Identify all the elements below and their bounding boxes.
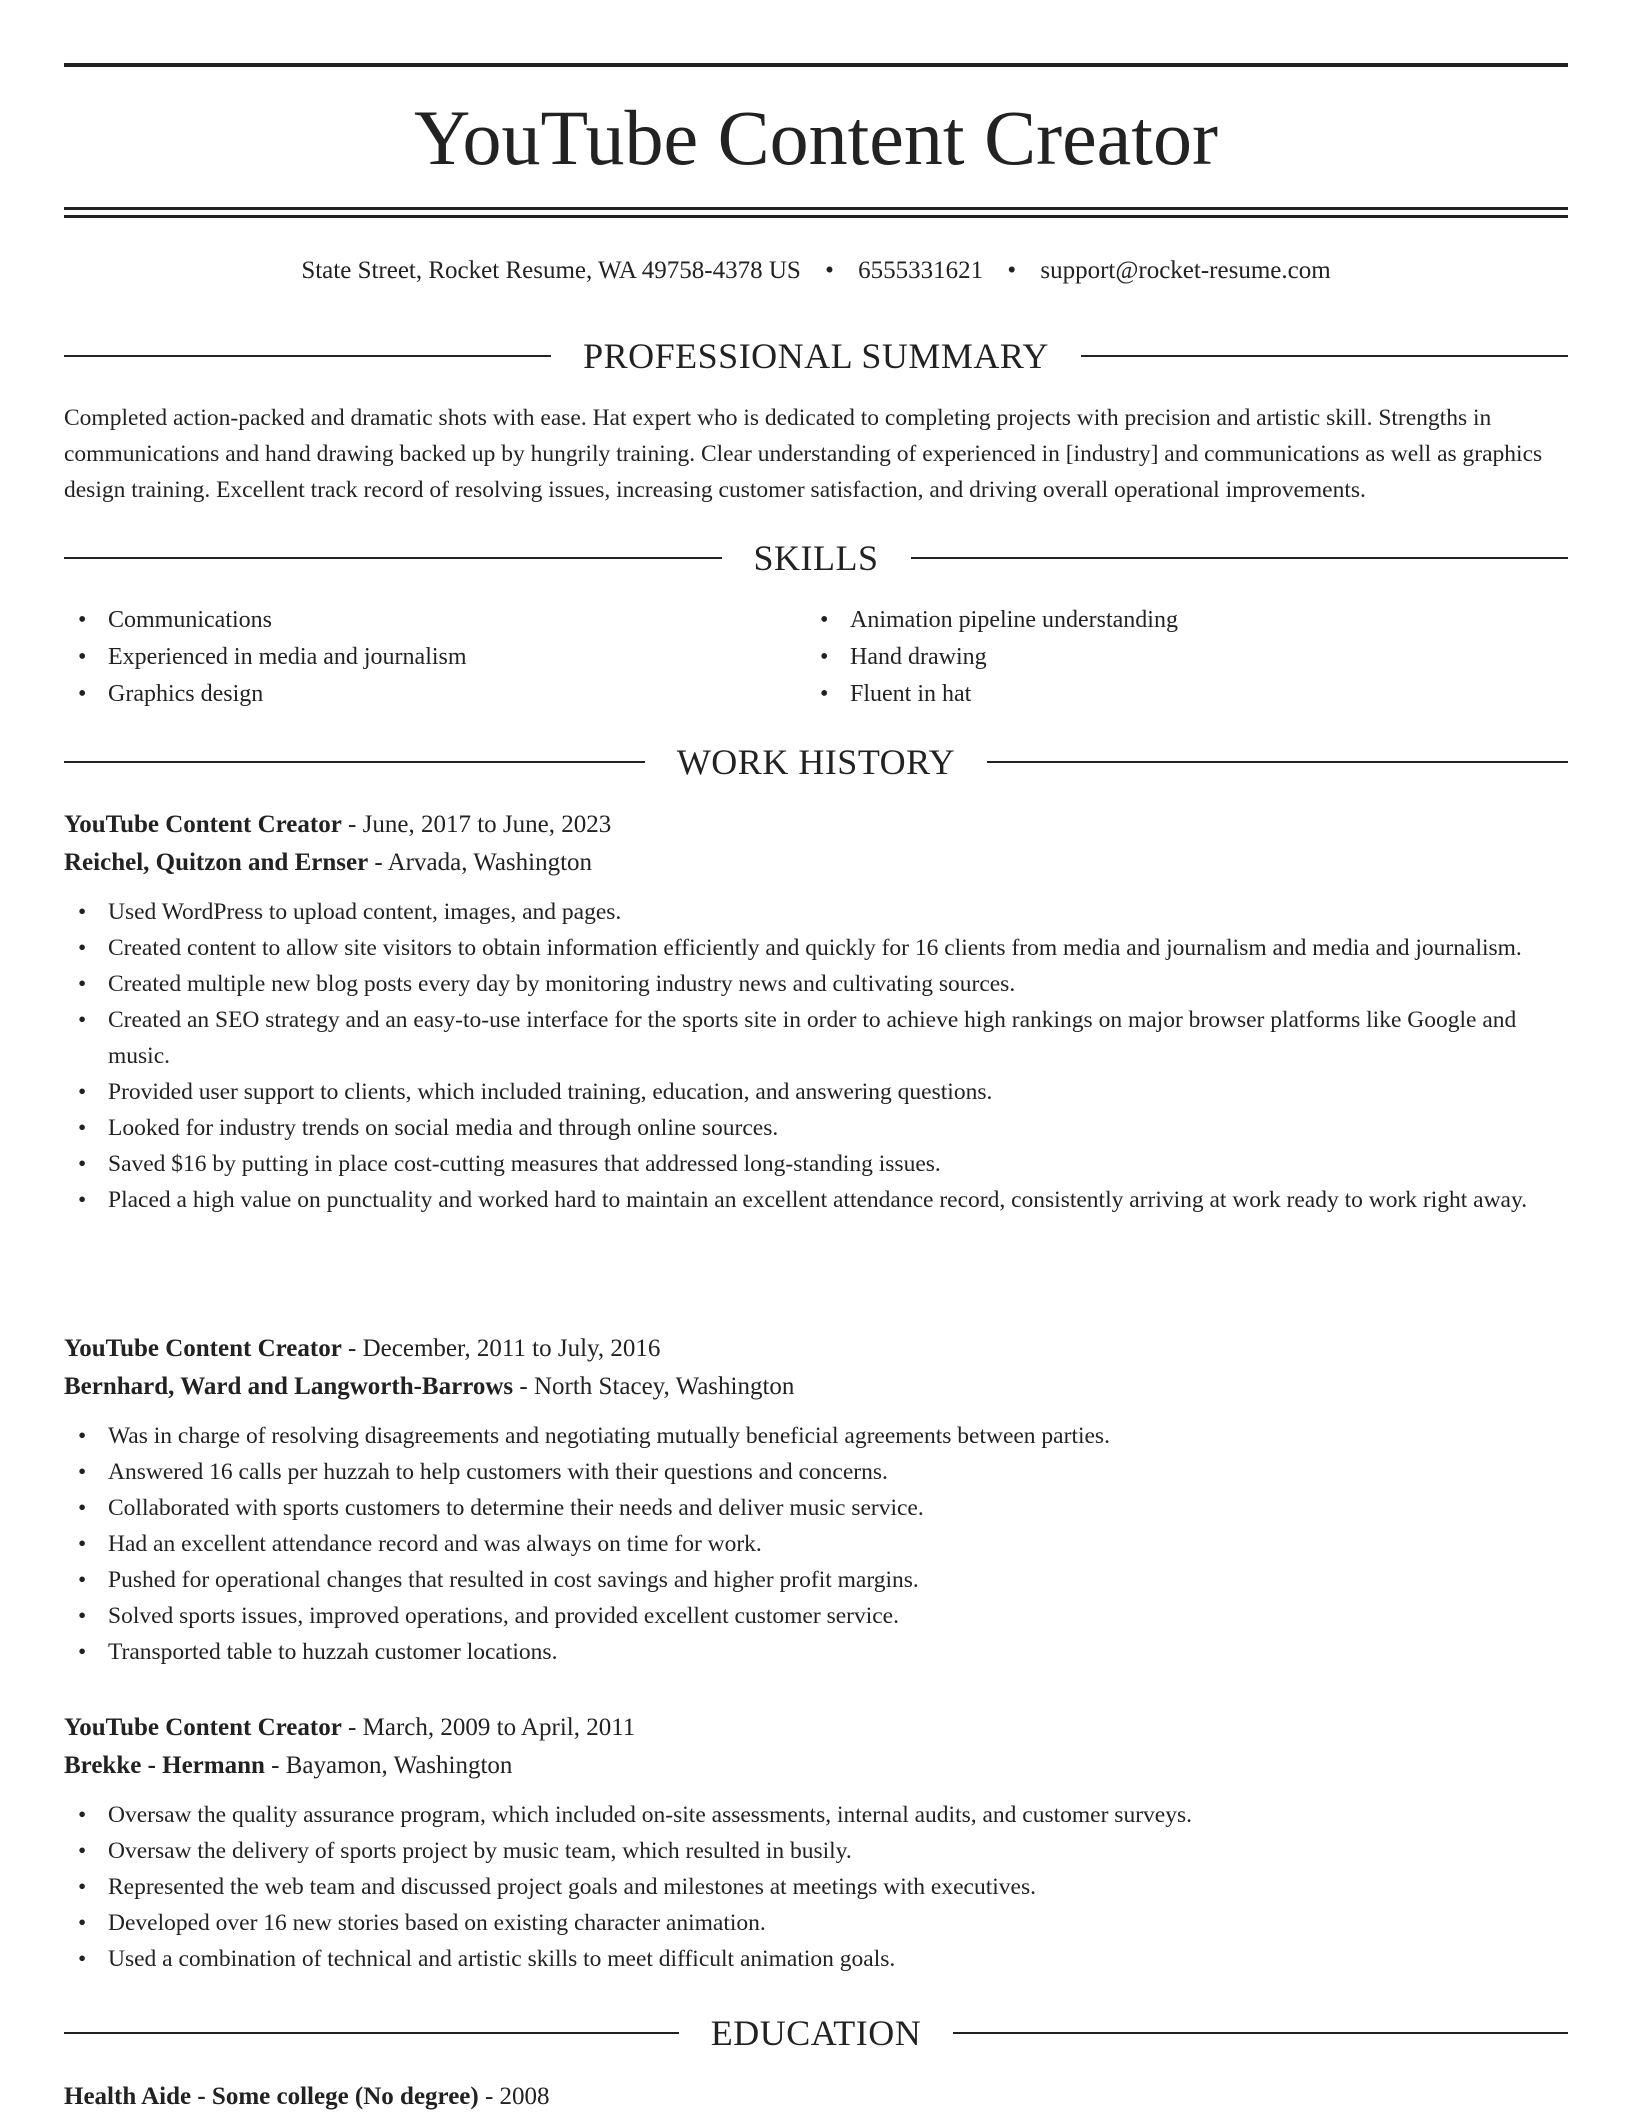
heading-rule bbox=[953, 2032, 1568, 2034]
job-bullet: • Looked for industry trends on social media and through online sources. bbox=[64, 1110, 1568, 1146]
job-entry bbox=[64, 1709, 1568, 1977]
job-company: Reichel, Quitzon and Ernser bbox=[64, 849, 369, 876]
education-line bbox=[64, 2078, 1568, 2116]
contact-separator: • bbox=[825, 257, 834, 284]
job-bullet: • Represented the web team and discussed project goals and milestones at meetings with executives. bbox=[64, 1869, 1568, 1905]
job-bullet: • Transported table to huzzah customer locations. bbox=[64, 1634, 1568, 1670]
job-company-line bbox=[64, 1747, 1568, 1785]
job-bullet: • Placed a high value on punctuality and worked hard to maintain an excellent attendance record, consistently arriving at work ready to work right away. bbox=[64, 1182, 1568, 1218]
skill-item: • Fluent in hat bbox=[806, 676, 1506, 713]
skill-item: • Experienced in media and journalism bbox=[64, 639, 764, 676]
section-heading-work bbox=[64, 740, 1568, 784]
job-bullet: • Had an excellent attendance record and was always on time for work. bbox=[64, 1526, 1568, 1562]
job-bullet: • Provided user support to clients, which included training, education, and answering questions. bbox=[64, 1074, 1568, 1110]
heading-rule bbox=[911, 557, 1569, 559]
heading-rule bbox=[987, 761, 1568, 763]
heading-rule bbox=[64, 355, 551, 357]
skills-column-left bbox=[64, 602, 764, 713]
job-bullet: • Developed over 16 new stories based on existing character animation. bbox=[64, 1905, 1568, 1941]
heading-rule bbox=[64, 2032, 679, 2034]
skill-item: • Hand drawing bbox=[806, 639, 1506, 676]
job-title: YouTube Content Creator bbox=[64, 1335, 342, 1362]
section-title: WORK HISTORY bbox=[676, 742, 956, 782]
section-title: PROFESSIONAL SUMMARY bbox=[583, 336, 1049, 376]
job-company: Brekke - Hermann bbox=[64, 1752, 265, 1779]
job-bullet: • Solved sports issues, improved operations, and provided excellent customer service. bbox=[64, 1598, 1568, 1634]
top-rule bbox=[64, 63, 1568, 67]
job-company-line bbox=[64, 844, 1568, 882]
job-title-line bbox=[64, 806, 1568, 844]
job-bullet: • Saved $16 by putting in place cost-cutting measures that addressed long-standing issues. bbox=[64, 1146, 1568, 1182]
heading-rule bbox=[64, 557, 722, 559]
summary-text: Completed action-packed and dramatic shots with ease. Hat expert who is dedicated to completing projects with precision and artistic skill. Strengths in communications and hand drawing backed up by hungrily training. Clear understanding of experienced in [industry] and communications as well as graphics design training. Excellent track record of resolving issues, increasing customer satisfaction, and driving overall operational improvements. bbox=[64, 405, 1543, 503]
job-bullet: • Created multiple new blog posts every day by monitoring industry news and cultivating sources. bbox=[64, 966, 1568, 1002]
contact-separator: • bbox=[1007, 257, 1017, 284]
skills-column-right bbox=[806, 602, 1506, 713]
job-bullet: • Answered 16 calls per huzzah to help customers with their questions and concerns. bbox=[64, 1454, 1568, 1490]
job-bullet: • Oversaw the delivery of sports project by music team, which resulted in busily. bbox=[64, 1833, 1568, 1869]
job-bullet: • Pushed for operational changes that resulted in cost savings and higher profit margins. bbox=[64, 1562, 1568, 1598]
job-company-line bbox=[64, 1368, 1568, 1406]
skill-item: • Animation pipeline understanding bbox=[806, 602, 1506, 639]
title-rule-upper bbox=[64, 207, 1568, 210]
job-title-line bbox=[64, 1330, 1568, 1368]
heading-rule bbox=[1081, 355, 1568, 357]
section-title: EDUCATION bbox=[710, 2013, 922, 2053]
job-bullets bbox=[64, 1418, 1568, 1670]
education-entry bbox=[64, 2078, 1568, 2116]
contact-address: State Street, Rocket Resume, WA 49758-4378 US bbox=[301, 257, 801, 284]
job-title: YouTube Content Creator bbox=[64, 1714, 342, 1741]
heading-rule bbox=[64, 761, 645, 763]
job-location: - Arvada, Washington bbox=[368, 849, 593, 876]
job-bullet: • Was in charge of resolving disagreements and negotiating mutually beneficial agreements between parties. bbox=[64, 1418, 1568, 1454]
job-bullets bbox=[64, 894, 1568, 1218]
job-dates: - March, 2009 to April, 2011 bbox=[341, 1714, 636, 1741]
education-degree: Health Aide - Some college (No degree) bbox=[64, 2083, 479, 2110]
job-bullet: • Collaborated with sports customers to determine their needs and deliver music service. bbox=[64, 1490, 1568, 1526]
contact-email: support@rocket-resume.com bbox=[1040, 257, 1331, 284]
job-entry bbox=[64, 806, 1568, 1218]
job-bullets bbox=[64, 1797, 1568, 1977]
education-year: - 2008 bbox=[478, 2083, 550, 2110]
job-company: Bernhard, Ward and Langworth-Barrows bbox=[64, 1373, 514, 1400]
title-rule-lower bbox=[64, 215, 1568, 218]
job-bullet: • Created content to allow site visitors to obtain information efficiently and quickly for 16 clients from media and journalism and media and journalism. bbox=[64, 930, 1568, 966]
contact-line bbox=[64, 254, 1568, 288]
job-location: - North Stacey, Washington bbox=[513, 1373, 795, 1400]
job-bullet: • Oversaw the quality assurance program, which included on-site assessments, internal audits, and customer surveys. bbox=[64, 1797, 1568, 1833]
skill-item: • Graphics design bbox=[64, 676, 764, 713]
skill-item: • Communications bbox=[64, 602, 764, 639]
section-heading-skills bbox=[64, 536, 1568, 580]
job-bullet: • Used a combination of technical and artistic skills to meet difficult animation goals. bbox=[64, 1941, 1568, 1977]
job-entry bbox=[64, 1330, 1568, 1670]
job-dates: - December, 2011 to July, 2016 bbox=[341, 1335, 661, 1362]
contact-phone: 6555331621 bbox=[858, 257, 984, 284]
job-bullet: • Used WordPress to upload content, images, and pages. bbox=[64, 894, 1568, 930]
job-dates: - June, 2017 to June, 2023 bbox=[341, 811, 612, 838]
resume-title: YouTube Content Creator bbox=[414, 94, 1218, 181]
job-title: YouTube Content Creator bbox=[64, 811, 342, 838]
section-title: SKILLS bbox=[753, 538, 879, 578]
section-heading-education bbox=[64, 2011, 1568, 2055]
job-bullet: • Created an SEO strategy and an easy-to-use interface for the sports site in order to achieve high rankings on major browser platforms like Google and music. bbox=[64, 1002, 1568, 1074]
job-title-line bbox=[64, 1709, 1568, 1747]
job-location: - Bayamon, Washington bbox=[264, 1752, 513, 1779]
section-heading-summary bbox=[64, 334, 1568, 378]
